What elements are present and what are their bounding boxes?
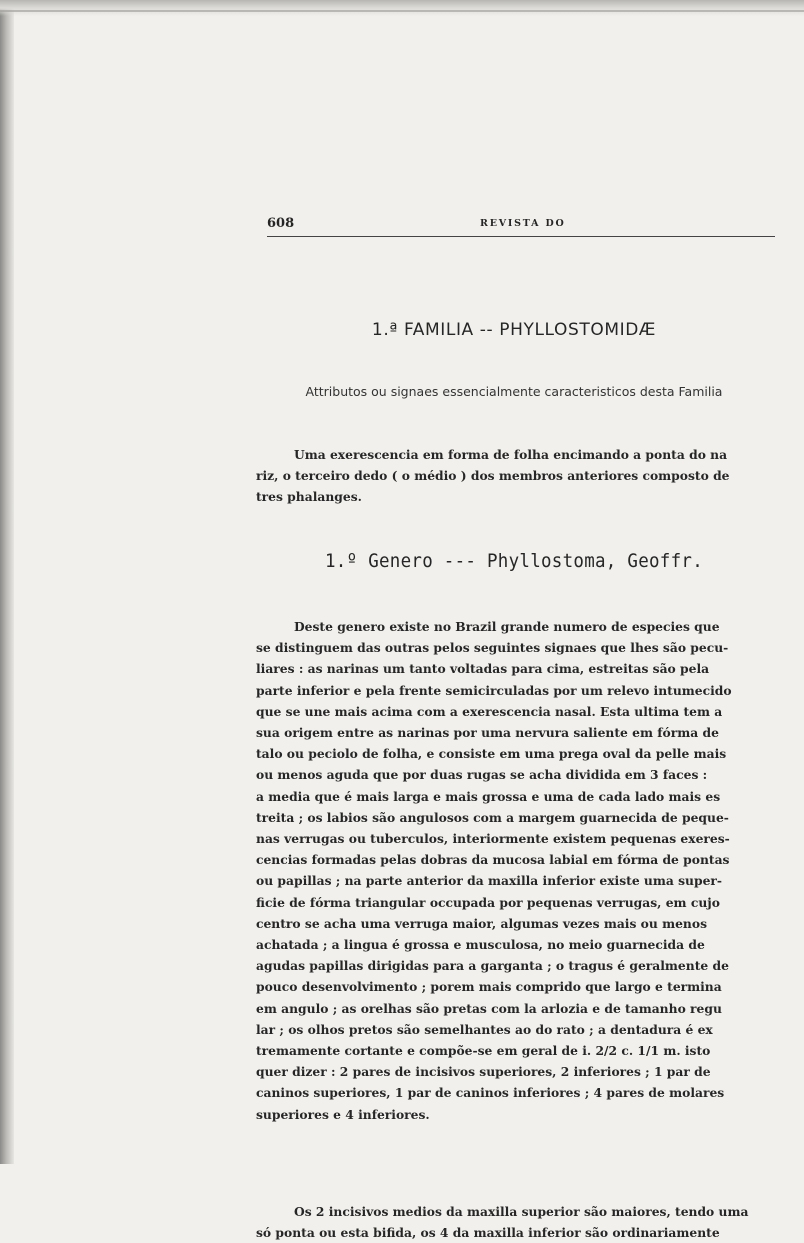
text-line: cencias formadas pelas dobras da mucosa labial em fórma de pontas <box>256 852 730 868</box>
text-line: se distinguem das outras pelos seguintes signaes que lhes são pecu- <box>256 640 729 656</box>
family-subheading: Attributos ou signaes essencialmente caracteristicos desta Familia <box>305 384 723 399</box>
text-line: superiores e 4 inferiores. <box>256 1106 430 1122</box>
header-rule <box>267 236 775 237</box>
text-line: nas verrugas ou tuberculos, interiormente existem pequenas exeres- <box>256 831 730 847</box>
family-heading: 1.ª FAMILIA -- PHYLLOSTOMIDÆ <box>371 320 657 340</box>
scan-shadow-top <box>0 0 804 16</box>
genus-description <box>256 616 772 1125</box>
text-line: Uma exerescencia em forma de folha encimando a ponta do na <box>294 447 728 462</box>
text-line: ou papillas ; na parte anterior da maxilla inferior existe uma super- <box>256 873 722 889</box>
text-line: agudas papillas dirigidas para a garganta ; o tragus é geralmente de <box>256 958 729 974</box>
text-line: só ponta ou esta bifida, os 4 da maxilla inferior são ordinariamente <box>256 1225 720 1241</box>
text-line: tres phalanges. <box>256 489 362 505</box>
text-line: lar ; os olhos pretos são semelhantes ao do rato ; a dentadura é ex <box>256 1021 713 1037</box>
text-line: em angulo ; as orelhas são pretas com la arlozia e de tamanho regu <box>256 1000 722 1016</box>
scan-streak <box>0 10 804 12</box>
journal-name: REVISTA DO <box>480 218 566 229</box>
text-line: parte inferior e pela frente semicirculadas por um relevo intumecido <box>256 682 732 698</box>
genus-heading: 1.º Genero --- Phyllostoma, Geoffr. <box>324 550 704 572</box>
text-line: caninos superiores, 1 par de caninos inferiores ; 4 pares de molares <box>256 1085 725 1101</box>
running-head <box>254 216 774 236</box>
page-number: 608 <box>267 216 295 231</box>
text-line: Os 2 incisivos medios da maxilla superior são maiores, tendo uma <box>294 1204 749 1219</box>
scan-shadow-left <box>0 0 14 1164</box>
text-line: quer dizer : 2 pares de incisivos superiores, 2 inferiores ; 1 par de <box>256 1064 711 1080</box>
book-page <box>254 200 774 1241</box>
text-line: riz, o terceiro dedo ( o médio ) dos membros anteriores composto de <box>256 468 730 484</box>
text-line: que se une mais acima com a exerescencia nasal. Esta ultima tem a <box>256 703 723 719</box>
text-line: a media que é mais larga e mais grossa e uma de cada lado mais es <box>256 788 721 804</box>
text-line: sua origem entre as narinas por uma nervura saliente em fórma de <box>256 725 719 741</box>
text-line: ficie de fórma triangular occupada por pequenas verrugas, em cujo <box>256 894 720 910</box>
closing-paragraph <box>256 1201 772 1243</box>
text-line: ou menos aguda que por duas rugas se acha dividida em 3 faces : <box>256 767 708 783</box>
text-line: centro se acha uma verruga maior, algumas vezes mais ou menos <box>256 915 707 931</box>
text-line: tremamente cortante e compõe-se em geral de i. 2/2 c. 1/1 m. isto <box>256 1043 711 1059</box>
text-line: liares : as narinas um tanto voltadas para cima, estreitas são pela <box>256 661 710 677</box>
text-line: achatada ; a lingua é grossa e musculosa, no meio guarnecida de <box>256 937 705 953</box>
text-line: pouco desenvolvimento ; porem mais comprido que largo e termina <box>256 979 722 995</box>
family-description <box>256 444 772 508</box>
text-line: talo ou peciolo de folha, e consiste em uma prega oval da pelle mais <box>256 746 727 762</box>
text-line: Deste genero existe no Brazil grande numero de especies que <box>294 619 720 634</box>
text-line: treita ; os labios são angulosos com a margem guarnecida de peque- <box>256 809 729 825</box>
